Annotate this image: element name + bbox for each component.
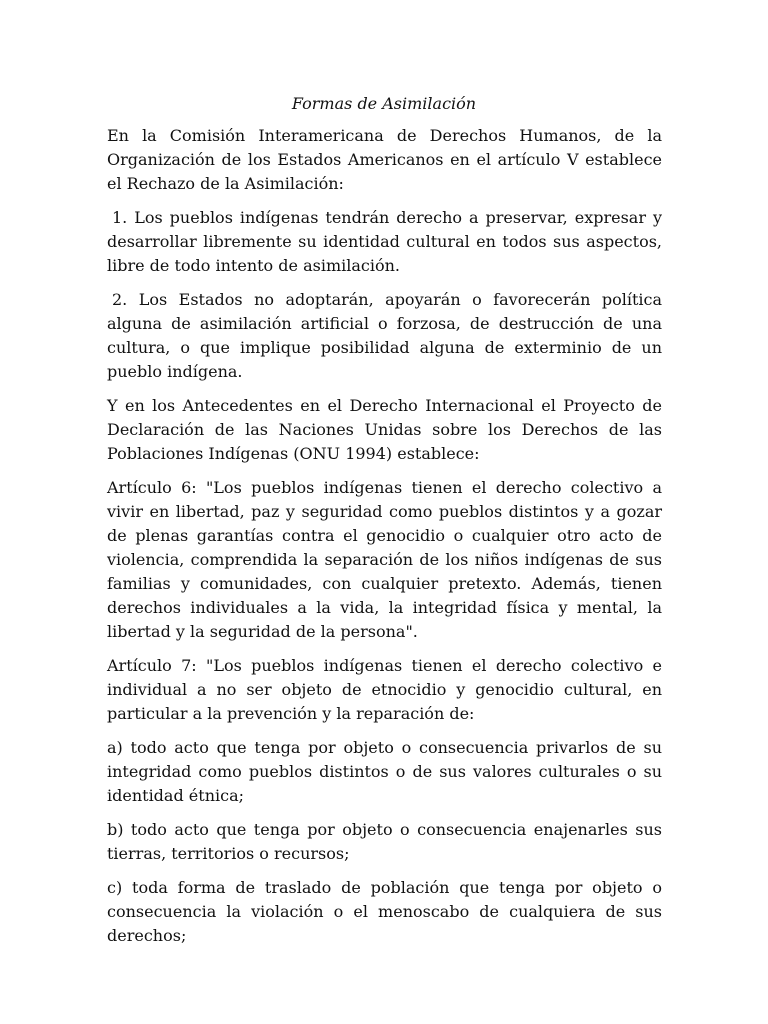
paragraph-item-a: a) todo acto que tenga por objeto o consecuencia privarlos de su integridad como pueblos distintos o de sus valores culturales o su identidad étnica; (107, 738, 662, 805)
paragraph-item-b: b) todo acto que tenga por objeto o consecuencia enajenarles sus tierras, territorios o recursos; (107, 820, 662, 863)
paragraph-articulo-6: Artículo 6: "Los pueblos indígenas tienen el derecho colectivo a vivir en libertad, paz y seguridad como pueblos distintos y a gozar de plenas garantías contra el genocidio o cualquier otro acto de violencia, comprendida la separación de los niños indígenas de sus familias y comunidades, con cualquier pretexto. Además, tienen derechos individuales a la vida, la integridad física y mental, la libertad y la seguridad de la persona". (107, 478, 662, 641)
paragraph-articulo-7: Artículo 7: "Los pueblos indígenas tienen el derecho colectivo e individual a no ser objeto de etnocidio y genocidio cultural, en particular a la prevención y la reparación de: (107, 656, 662, 723)
paragraph-antecedentes: Y en los Antecedentes en el Derecho Internacional el Proyecto de Declaración de las Naciones Unidas sobre los Derechos de las Poblaciones Indígenas (ONU 1994) establece: (107, 396, 662, 463)
paragraph-point-2: 2. Los Estados no adoptarán, apoyarán o favorecerán política alguna de asimilación artificial o forzosa, de destrucción de una cultura, o que implique posibilidad alguna de exterminio de un pueblo indígena. (107, 290, 662, 381)
paragraph-point-1: 1. Los pueblos indígenas tendrán derecho a preservar, expresar y desarrollar libremente su identidad cultural en todos sus aspectos, libre de todo intento de asimilación. (107, 208, 662, 275)
document-title: Formas de Asimilación (291, 94, 477, 113)
paragraph-intro: En la Comisión Interamericana de Derechos Humanos, de la Organización de los Estados Americanos en el artículo V establece el Rechazo de la Asimilación: (107, 126, 662, 193)
paragraph-item-c: c) toda forma de traslado de población que tenga por objeto o consecuencia la violación o el menoscabo de cualquiera de sus derechos; (107, 878, 662, 945)
document-body (107, 124, 662, 948)
